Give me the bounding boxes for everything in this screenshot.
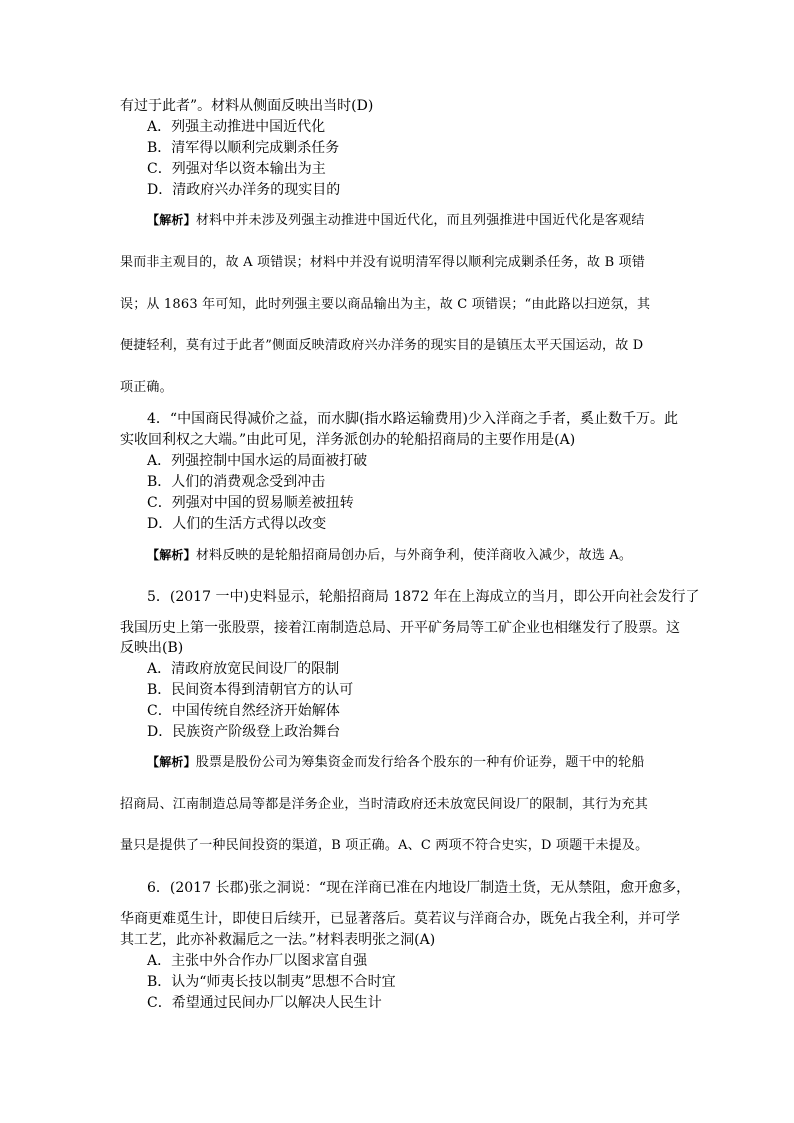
q5-analysis-line-1: 【解析】股票是股份公司为筹集资金而发行给各个股东的一种有价证券，题干中的轮船 [147,755,645,770]
q6-stem-line-2: 华商更难觅生计，即使日后续开，已显著落后。莫若议与洋商合办，既免占我全利，并可学 [120,911,680,927]
q3-option-a: A．列强主动推进中国近代化 [147,119,326,135]
q3-analysis-line-4: 便捷轻利，莫有过于此者”侧面反映清政府兴办洋务的现实目的是镇压太平天国运动，故 D [120,338,644,353]
q4-option-d: D．人们的生活方式得以改变 [147,516,327,532]
q3-analysis-line-2: 果而非主观目的，故 A 项错误；材料中并没有说明清军得以顺利完成剿杀任务，故 B 项错 [120,255,646,270]
q5-stem-line-3: 反映出(B) [120,640,184,656]
q4-option-c: C．列强对中国的贸易顺差被扭转 [147,495,354,511]
q3-stem-tail: 有过于此者”。材料从侧面反映出当时(D) [120,98,374,114]
q4-option-b: B．人们的消费观念受到冲击 [147,474,326,490]
q5-option-b: B．民间资本得到清朝官方的认可 [147,682,354,698]
q6-option-a: A．主张中外合作办厂以图求富自强 [147,953,368,969]
q3-analysis-line-1: 【解析】材料中并未涉及列强主动推进中国近代化，而且列强推进中国近代化是客观结 [147,213,645,228]
q3-option-b: B．清军得以顺利完成剿杀任务 [147,140,340,156]
analysis-tag: 【解析】 [147,213,196,227]
q4-stem-line-2: 实收回利权之大端。”由此可见，洋务派创办的轮船招商局的主要作用是(A) [120,432,576,448]
analysis-tag: 【解析】 [147,548,196,562]
q6-option-c: C．希望通过民间办厂以解决人民生计 [147,995,382,1011]
q3-option-c: C．列强对华以资本输出为主 [147,161,326,177]
q3-option-d: D．清政府兴办洋务的现实目的 [147,182,341,198]
q5-analysis-line-2: 招商局、江南制造总局等都是洋务企业，当时清政府还未放宽民间设厂的限制，其行为充其 [120,797,649,812]
q3-analysis-line-5: 项正确。 [120,380,173,395]
q4-option-a: A．列强控制中国水运的局面被打破 [147,453,368,469]
q5-stem-line-2: 我国历史上第一张股票，接着江南制造总局、开平矿务局等工矿企业也相继发行了股票。这 [120,620,680,636]
q4-analysis-line-1: 【解析】材料反映的是轮船招商局创办后，与外商争利，使洋商收入减少，故选 A。 [147,548,633,563]
q5-stem-line-1: 5．(2017 一中)史料显示，轮船招商局 1872 年在上海成立的当月，即公开向社会发行了 [147,589,700,605]
q6-stem-line-3: 其工艺，此亦补救漏卮之一法。”材料表明张之洞(A) [120,932,436,948]
q6-option-b: B．认为“师夷长技以制夷”思想不合时宜 [147,974,396,990]
q6-stem-line-1: 6．(2017 长郡)张之洞说：“现在洋商已准在内地设厂制造土货，无从禁阻，愈开愈多， [147,880,691,896]
q5-option-c: C．中国传统自然经济开始解体 [147,703,340,719]
q5-option-d: D．民族资产阶级登上政治舞台 [147,724,341,740]
analysis-tag: 【解析】 [147,755,196,769]
q3-analysis-line-3: 误；从 1863 年可知，此时列强主要以商品输出为主，故 C 项错误；“由此路以扫逆氛，其 [120,297,651,312]
q5-analysis-line-3: 量只是提供了一种民间投资的渠道，B 项正确。A、C 两项不符合史实，D 项题干未提及。 [120,838,649,853]
q5-option-a: A．清政府放宽民间设厂的限制 [147,661,340,677]
q4-stem-line-1: 4．“中国商民得减价之益，而水脚(指水路运输费用)少入洋商之手者，奚止数千万。此 [147,411,678,427]
